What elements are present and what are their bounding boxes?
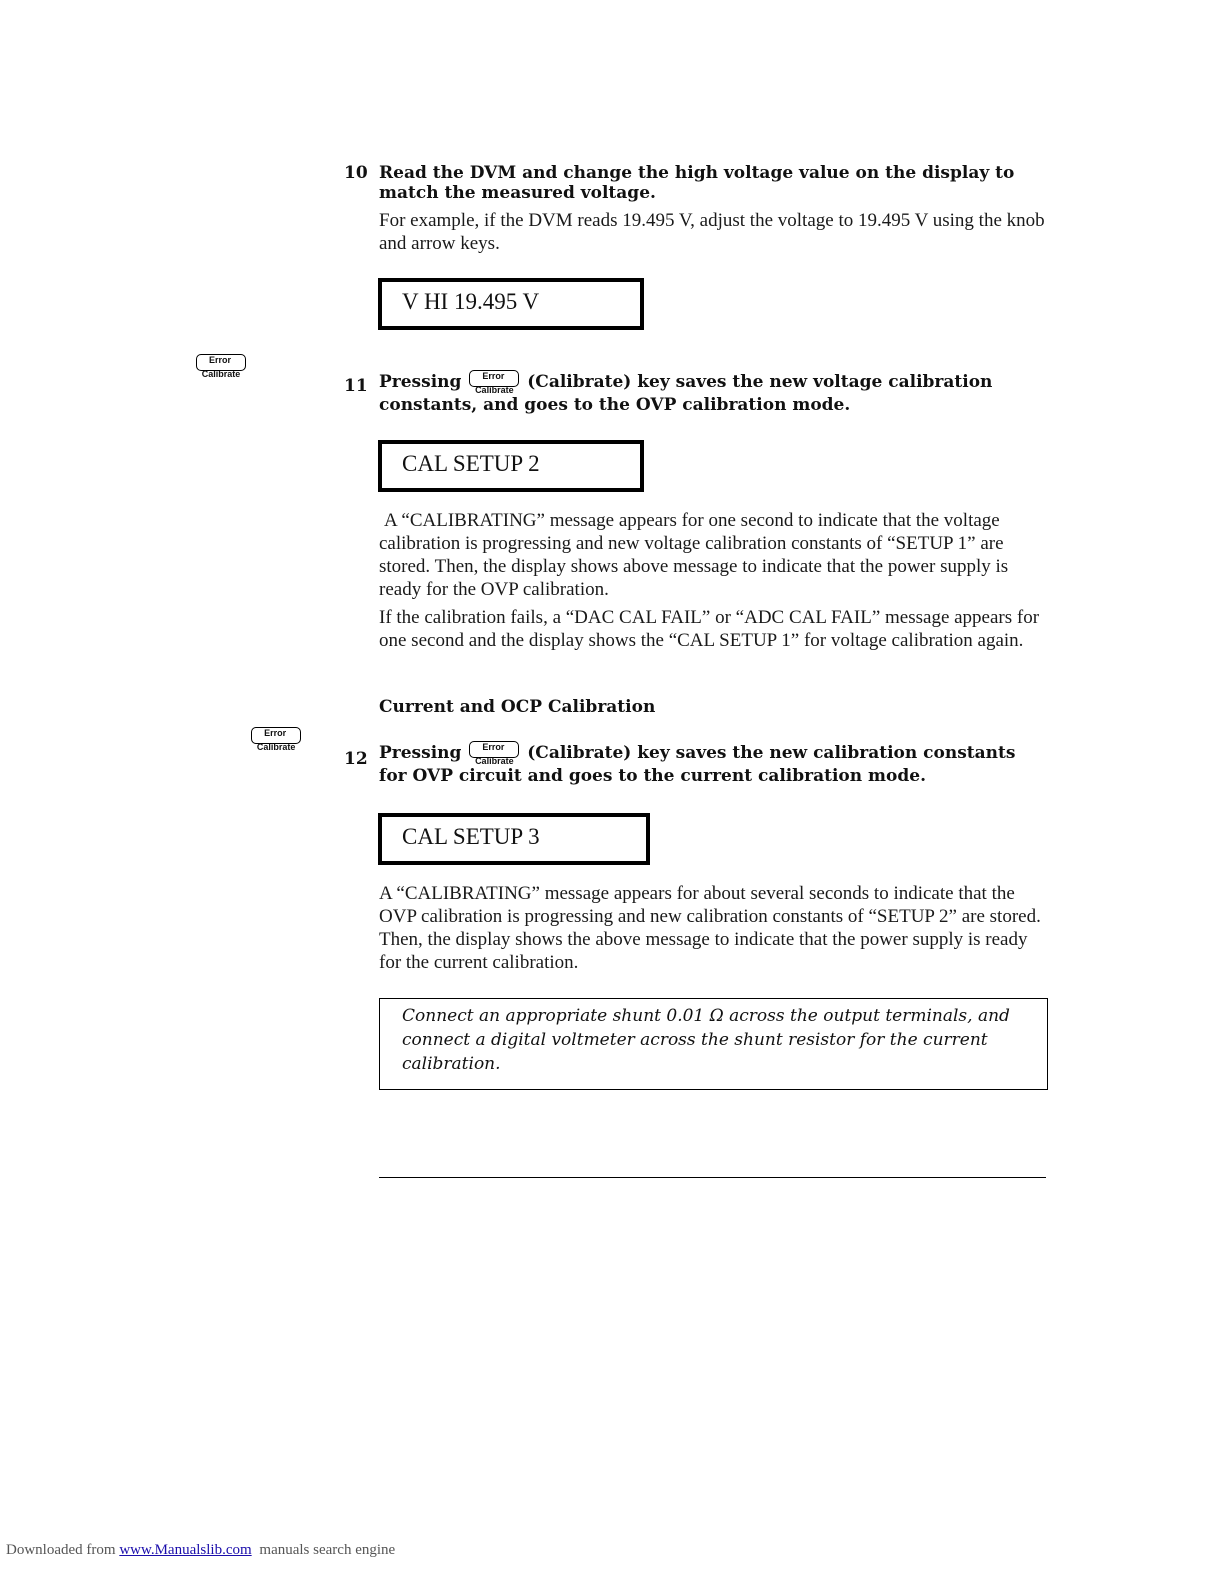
key-bottom-label: Calibrate [256, 742, 296, 752]
section-heading: Current and OCP Calibration [379, 697, 656, 717]
step-11-title-post: (Calibrate) key saves the new voltage calibration constants, and goes to the OVP calibration mode. [379, 372, 993, 415]
page-divider [379, 1177, 1046, 1178]
step-11-paragraph-1: A “CALIBRATING” message appears for one second to indicate that the voltage calibration is progressing and new voltage calibration constants of “SETUP 1” are stored. Then, the display shows above message to indicate that the power supply is ready for the OVP calibration. [379, 510, 1009, 600]
calibrate-key-icon [251, 727, 301, 752]
footer-prefix: Downloaded from [6, 1542, 116, 1558]
step-12-body [379, 882, 1047, 974]
note-text: Connect an appropriate shunt 0.01 Ω across the output terminals, and connect a digital voltmeter across the shunt resistor for the current calibration. [402, 1006, 1010, 1074]
calibrate-key-icon [469, 370, 519, 395]
download-footer [6, 1542, 395, 1559]
key-top-label: Error [208, 355, 231, 365]
note-box [379, 998, 1048, 1090]
step-12-number: 12 [344, 749, 368, 769]
key-bottom-label: Calibrate [201, 369, 241, 379]
step-10-paragraph: For example, if the DVM reads 19.495 V, adjust the voltage to 19.495 V using the knob and arrow keys. [379, 210, 1045, 254]
manualslib-link[interactable]: www.Manualslib.com [119, 1542, 252, 1558]
step-11-body [379, 509, 1047, 652]
step-10-title: Read the DVM and change the high voltage value on the display to match the measured voltage. [379, 163, 1015, 203]
step-12-title [379, 741, 1044, 786]
step-11-paragraph-2: If the calibration fails, a “DAC CAL FAIL” or “ADC CAL FAIL” message appears for one second and the display shows the “CAL SETUP 1” for voltage calibration again. [379, 607, 1040, 651]
footer-suffix: manuals search engine [259, 1542, 396, 1558]
calibrate-key-icon [469, 741, 519, 766]
step-11-number: 11 [344, 376, 368, 396]
step-12-title-post: (Calibrate) key saves the new calibration constants for OVP circuit and goes to the current calibration mode. [379, 743, 1016, 786]
key-top-label: Error [482, 742, 505, 752]
key-bottom-label: Calibrate [475, 756, 514, 766]
display-readout-cal-setup-3: CAL SETUP 3 [378, 813, 650, 865]
step-10-body [379, 209, 1047, 255]
step-10-number: 10 [344, 163, 368, 183]
display-readout-cal-setup-2: CAL SETUP 2 [378, 440, 644, 492]
step-12-title-pre: Pressing [379, 743, 462, 763]
key-top-label: Error [264, 728, 287, 738]
step-11-title-pre: Pressing [379, 372, 462, 392]
key-bottom-label: Calibrate [475, 385, 514, 395]
step-11-title [379, 370, 1044, 415]
step-12-paragraph: A “CALIBRATING” message appears for about several seconds to indicate that the OVP calibration is progressing and new calibration constants of “SETUP 2” are stored. Then, the display shows the above message to indicate that the power supply is ready for the current calibration. [379, 883, 1041, 973]
key-top-label: Error [482, 371, 505, 381]
calibrate-key-icon [196, 354, 246, 379]
display-readout-vhi: V HI 19.495 V [378, 278, 644, 330]
